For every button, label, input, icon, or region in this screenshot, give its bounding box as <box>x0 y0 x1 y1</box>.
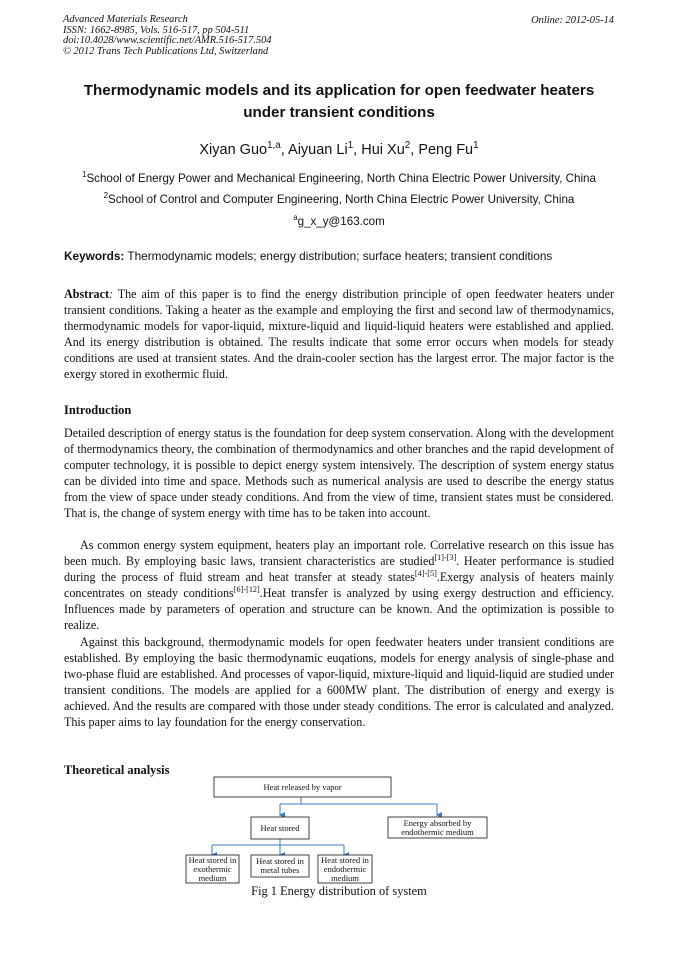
node-label: metal tubes <box>260 865 300 875</box>
intro-p2-text: .Exergy analysis of heaters mainly concentrates on steady conditions <box>64 569 614 600</box>
node-label: Energy absorbed by <box>403 818 472 828</box>
node-energy-absorbed <box>388 817 487 838</box>
journal-meta <box>63 15 271 57</box>
issn-line: ISSN: 1662-8985, Vols. 516-517, pp 504-511 <box>63 24 250 36</box>
citation: [6]-[12] <box>233 584 260 594</box>
citation: [1]-[3] <box>434 552 457 562</box>
figure-caption: Fig 1 Energy distribution of system <box>251 884 427 898</box>
node-heat-released <box>214 777 391 797</box>
intro-p2-text: As common energy system equipment, heaters play an important role. Correlative research on this issue has been much. By employing basic laws, transient characteristics are studied <box>64 538 614 568</box>
node-label: endothermic medium <box>401 827 474 837</box>
node-label: exothermic <box>193 864 232 874</box>
citation: [4]-[5] <box>414 568 437 578</box>
author-affil-mark: 1 <box>473 140 479 152</box>
energy-distribution-diagram <box>180 775 500 885</box>
abstract-label: Abstract <box>64 287 110 301</box>
node-stored-exothermic <box>186 855 239 883</box>
intro-p2-text: . Heater performance is studied during the process of fluid stream and heat transfer at steady states <box>64 553 614 584</box>
author-affil-mark: 1,a <box>267 140 281 152</box>
title-line-1: Thermodynamic models and its application for open feedwater heaters <box>83 82 595 99</box>
affil-mark: 1 <box>82 170 87 180</box>
author-name: Hui Xu <box>361 142 405 158</box>
online-date: Online: 2012-05-14 <box>531 15 614 26</box>
section-heading-theory: Theoretical analysis <box>64 763 170 777</box>
keywords <box>64 249 552 263</box>
node-label: Heat stored in <box>256 856 304 866</box>
abstract-text: The aim of this paper is to find the energy distribution principle of open feedwater heaters under transient conditions. Taking a heater as the example and employing the first and second law of thermodynamics, thermodynamic models for vapor-liquid, mixture-liquid and liquid-liquid heaters were established and applied. And its energy distribution is obtained. The results indicate that some error occurs when models for steady conditions are used at transient states. And the drain-cooler section has the largest error. The major factor is the exergy stored in exothermic fluid. <box>64 287 614 381</box>
node-label: endothermic <box>323 864 367 874</box>
affiliation-1 <box>0 172 678 185</box>
affiliation-2 <box>0 193 678 206</box>
node-stored-metal-tubes <box>251 855 309 877</box>
author-name: Xiyan Guo <box>199 142 268 158</box>
keywords-label: Keywords: <box>64 249 125 263</box>
node-heat-stored <box>251 817 309 839</box>
intro-paragraph-1: Detailed description of energy status is the foundation for deep system conservation. Along with the development of thermodynamics theory, the combination of thermodynamics and other branches and the rapid development of computer technology, it is possible to depict energy system intensively. The description of system energy status can be divided into time and space. Methods such as numerical analysis are used to describe the energy status from the view of space under steady conditions. And from the view of time, transient states must be considered. That is, the change of system energy with time has to be taken into account. <box>64 426 614 520</box>
author-name: Peng Fu <box>418 142 474 158</box>
abstract-colon: : <box>109 287 114 301</box>
affil-text: School of Control and Computer Engineering, North China Electric Power University, China <box>108 193 575 206</box>
node-label: Heat stored in <box>321 855 369 865</box>
intro-p2-text: .Heat transfer is analyzed by using exergy destruction and efficiency. Influences made by parameters of operation and structure can be known. And the optimization is possible to realize. <box>64 585 614 632</box>
paper-title <box>40 80 638 123</box>
copyright-line: © 2012 Trans Tech Publications Ltd, Switzerland <box>63 45 269 57</box>
node-label: medium <box>198 873 227 883</box>
node-stored-endothermic <box>318 855 372 883</box>
abstract-paragraph <box>64 287 614 382</box>
email-text: g_x_y@163.com <box>297 215 385 228</box>
affil-mark: 2 <box>103 191 109 201</box>
node-label: Heat stored <box>260 823 300 833</box>
author-list: Xiyan Guo$^{1,a}$, Aiyuan Li$^1$, Hui Xu$^2$, Peng Fu$^1$ <box>199 140 479 158</box>
author-name: Aiyuan Li <box>288 142 348 158</box>
author-affil-mark: 1 <box>347 140 354 152</box>
section-heading-introduction: Introduction <box>64 403 132 417</box>
email-mark: a <box>293 213 298 223</box>
keywords-text: Thermodynamic models; energy distribution; surface heaters; transient conditions <box>127 249 553 263</box>
node-label: Heat stored in <box>188 855 237 865</box>
affil-text: School of Energy Power and Mechanical Engineering, North China Electric Power University, China <box>86 172 596 185</box>
node-label: medium <box>331 873 359 883</box>
doi-line: doi:10.4028/www.scientific.net/AMR.516-517.504 <box>63 35 272 47</box>
node-label: Heat released by vapor <box>263 782 342 792</box>
title-line-2: under transient conditions <box>243 103 435 121</box>
intro-paragraph-2 <box>64 538 614 633</box>
journal-name: Advanced Materials Research <box>63 14 188 25</box>
intro-paragraph-3: Against this background, thermodynamic models for open feedwater heaters under transient conditions are established. By employing the basic thermodynamic euqations, models for energy analysis of single-phase and two-phase fluid are established. And processes of vapor-liquid, mixture-liquid and liquid-liquid are studied under transient conditions. The models are applied for a 600MW plant. The distribution of energy and exergy is achieved. And the results are compared with those under steady conditions. The error is calculated and analyzed. This paper aims to lay foundation for the energy conservation. <box>64 635 614 729</box>
author-affil-mark: 2 <box>404 140 411 152</box>
author-email <box>0 215 678 228</box>
